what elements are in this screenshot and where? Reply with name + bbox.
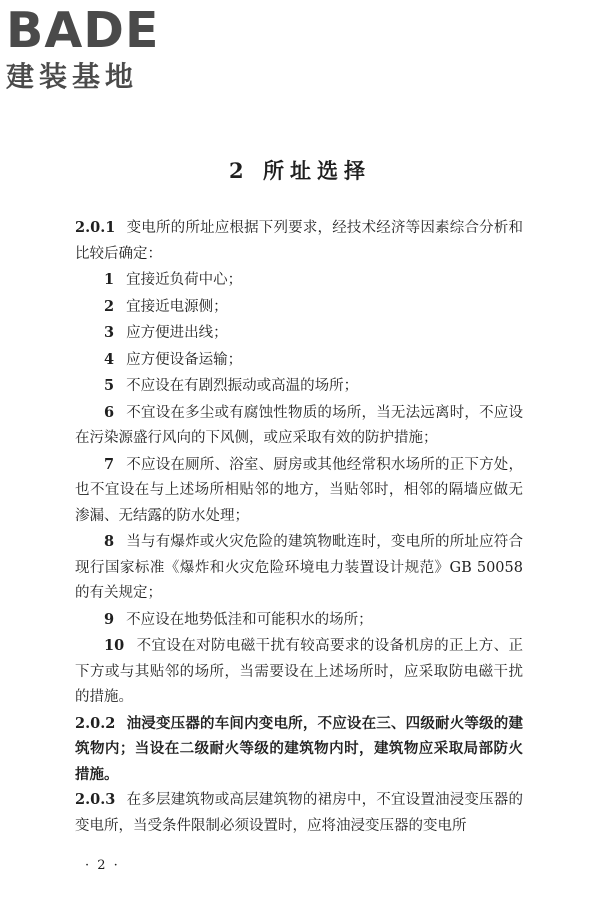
list-item (75, 294, 523, 321)
clause-number: 2.0.3 (75, 791, 116, 808)
item-text: 不应设在厕所、浴室、厨房或其他经常积水场所的正下方处，也不宜设在与上述场所相贴邻的地方，当贴邻时，相邻的隔墙应做无渗漏、无结露的防水处理； (75, 456, 523, 524)
document-body (75, 215, 523, 839)
item-number: 6 (104, 403, 115, 421)
clause-number: 2.0.2 (75, 714, 116, 732)
item-number: 5 (104, 377, 115, 394)
item-number: 4 (104, 350, 115, 368)
item-number: 10 (104, 637, 125, 654)
logo-wordmark: BADE (6, 2, 160, 59)
clause-number: 2.0.1 (75, 219, 116, 236)
clause-2-0-1 (75, 215, 523, 267)
page-number: · 2 · (85, 858, 120, 873)
clause-2-0-3 (75, 787, 523, 839)
item-text: 当与有爆炸或火灾危险的建筑物毗连时，变电所的所址应符合现行国家标准《爆炸和火灾危险环境电力装置设计规范》GB 50058的有关规定； (75, 534, 523, 601)
list-item (75, 320, 523, 347)
list-item (75, 267, 523, 294)
item-number: 7 (104, 455, 115, 473)
clause-text: 在多层建筑物或高层建筑物的裙房中，不宜设置油浸变压器的变电所，当受条件限制必须设置时，应将油浸变压器的变电所 (75, 792, 523, 834)
clause-text: 变电所的所址应根据下列要求，经技术经济等因素综合分析和比较后确定： (75, 220, 523, 262)
clause-text: 油浸变压器的车间内变电所，不应设在三、四级耐火等级的建筑物内；当设在二级耐火等级的建筑物内时，建筑物应采取局部防火措施。 (75, 714, 523, 783)
item-text: 宜接近负荷中心； (126, 272, 243, 288)
item-number: 2 (104, 297, 115, 315)
item-text: 应方便设备运输； (126, 351, 243, 368)
list-item (75, 373, 523, 400)
item-number: 9 (104, 610, 115, 628)
list-item (75, 452, 523, 530)
item-text: 不宜设在对防电磁干扰有较高要求的设备机房的正上方、正下方或与其贴邻的场所，当需要设在上述场所时，应采取防电磁干扰的措施。 (75, 638, 523, 705)
list-item (75, 347, 523, 374)
clause-2-0-2 (75, 711, 523, 788)
list-item (75, 400, 523, 452)
item-text: 不应设在有剧烈振动或高温的场所； (126, 378, 359, 394)
item-number: 1 (104, 271, 115, 288)
list-item (75, 633, 523, 711)
item-text: 不应设在地势低洼和可能积水的场所； (126, 611, 373, 628)
item-text: 应方便进出线； (126, 325, 228, 341)
item-text: 不宜设在多尘或有腐蚀性物质的场所，当无法远离时，不应设在污染源盛行风向的下风侧，或应采取有效的防护措施； (75, 404, 523, 446)
list-item (75, 529, 523, 607)
bade-logo (6, 2, 176, 98)
logo-subtitle: 建装基地 (6, 60, 139, 93)
list-item (75, 607, 523, 634)
item-number: 8 (104, 533, 115, 550)
chapter-title: 2 所址选择 (229, 158, 371, 184)
item-number: 3 (104, 324, 115, 341)
item-text: 宜接近电源侧； (126, 298, 228, 315)
